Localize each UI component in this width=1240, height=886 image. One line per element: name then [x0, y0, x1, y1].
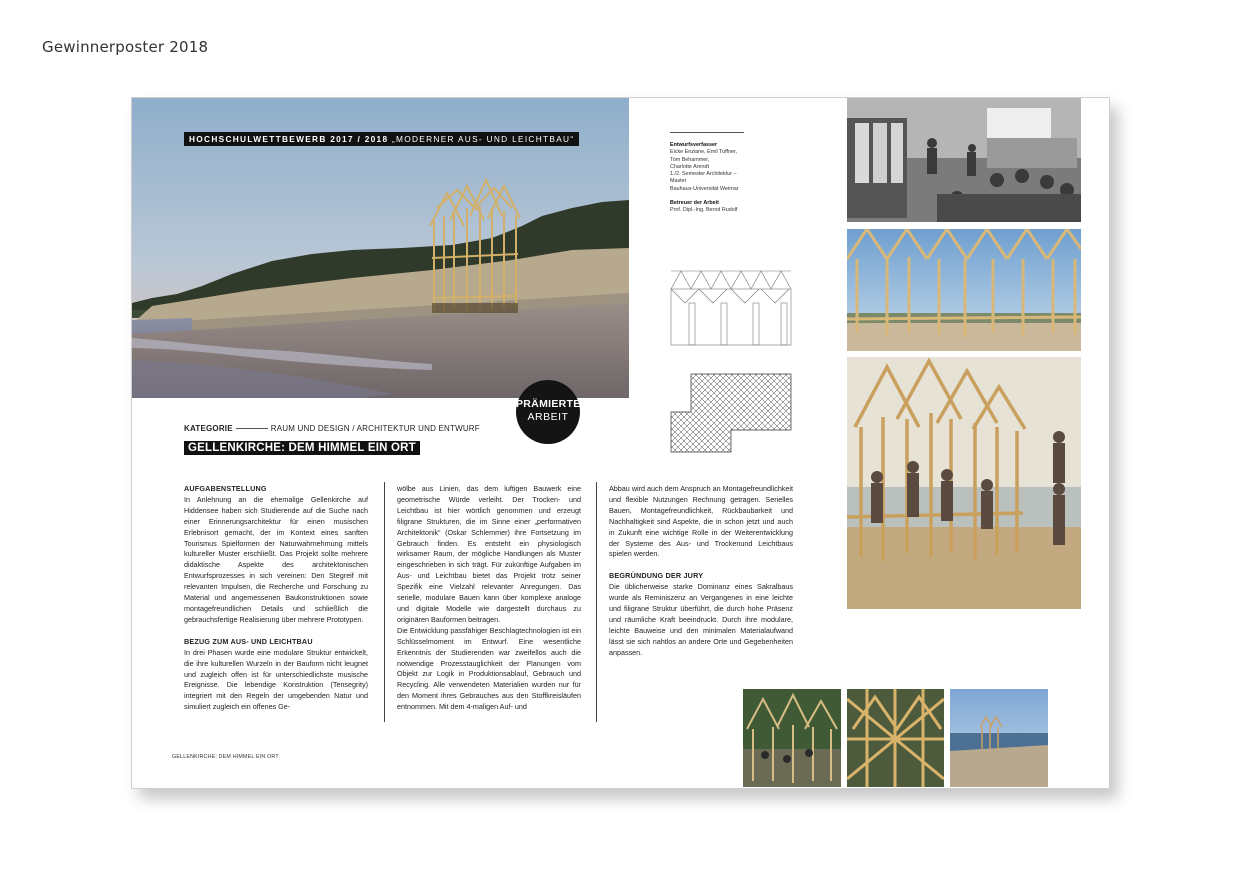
- paragraph: wölbe aus Linien, das dem luftigen Bauwerk eine geometrische Würde verleiht. Der Trocken- und Leichtbau ist hier wörtlich genommen und erzeugt filigrane Strukturen, die im Sinne einer „performativen Architektonik“ (Oskar Schlemmer) ihre Fortsetzung im Gebrauch finden. Es entsteht ein physiologisch wirksamer Raum, der mögliche Handlungen als Muster eingeschrieben in sich trägt. Für zukünftige Aufgaben im Aus- und Leichtbau bietet das Projekt trotz seiner Spezifik eine Vielzahl relevanter Anregungen. Das serielle, modulare Bauen kann über komplexe analoge und digitale Modelle wie dargestellt durchaus zu originären Bauformen beitragen.: [397, 484, 581, 624]
- badge-line-2: ARBEIT: [527, 411, 569, 423]
- credits-rule: [670, 132, 744, 133]
- photo-presentation: [847, 98, 1081, 222]
- author-line: Eicke Enziane, Emil Tuffner,: [670, 149, 738, 156]
- contest-label: HOCHSCHULWETTBEWERB 2017 / 2018 „MODERNER AUS- UND LEICHTBAU“: [184, 132, 579, 146]
- photo-performers-pavilion: [847, 357, 1081, 609]
- heading-jury: BEGRÜNDUNG DER JURY: [609, 571, 704, 581]
- supervisor-label: Betreuer der Arbeit: [670, 200, 719, 207]
- author-line: Bauhaus-Universität Weimar: [670, 185, 739, 192]
- text-column-1: [184, 484, 368, 713]
- photo-pavilion-sky: [847, 229, 1081, 351]
- author-line: Charlotte Arendt: [670, 163, 709, 170]
- text-column-2: [397, 484, 581, 713]
- category-value: RAUM UND DESIGN / ARCHITEKTUR UND ENTWURF: [270, 424, 480, 433]
- category-label: KATEGORIE: [184, 424, 233, 433]
- elevation-drawing: [669, 269, 793, 347]
- column-divider: [384, 482, 385, 722]
- article-title: GELLENKIRCHE: DEM HIMMEL EIN ORT: [184, 441, 420, 455]
- text-column-3: [609, 484, 793, 659]
- paragraph: In Anlehnung an die ehemalige Gellenkirche auf Hiddensee haben sich Studierende auf die Suche nach einer Erinnerungsarchitektur für einen musischen Erlebnisort gemacht, der im Kontext eines sanften Tourismus Spielformen der Naturwahrnehmung mittels kultureller Muster erschließt. Das Projekt sollte mehrere didaktische Aspekte des architektonischen Entwurfsprozesses in sich vereinen: Den Stegreif mit relevanten Impulsen, die Recherche und Forschung zu Material und angemessenen Baukonstruktionen sowie montagefreundlichen Details und schließlich die gebrauchsfertige Realisierung über mehrere Prototypen.: [184, 494, 368, 624]
- category-divider: [236, 428, 268, 429]
- badge-line-1: PRÄMIERTE: [516, 398, 581, 410]
- heading-aufgabenstellung: AUFGABENSTELLUNG: [184, 484, 267, 493]
- heading-bezug: BEZUG ZUM AUS- UND LEICHTBAU: [184, 636, 313, 646]
- credits-block: [670, 132, 750, 215]
- authors-label: Entwurfsverfasser: [670, 142, 718, 148]
- plan-drawing: [669, 372, 793, 454]
- author-line: Master: [670, 178, 687, 185]
- paragraph: Die üblicherweise starke Dominanz eines Sakralbaus wurde als Reminiszenz an Vergangenes in eine leichte und filigrane Struktur überführt, die durch hohe Präsenz und räumliche Kraft beeindruckt. Durch ihre modulare, leichte Bauweise und den minimalen Materialaufwand lässt sie sich nahtlos an andere Orte und Gegebenheiten anpassen.: [609, 582, 793, 657]
- page-footer: GELLENKIRCHE: DEM HIMMEL EIN ORT: [172, 754, 279, 760]
- supervisor-name: Prof. Dipl.-Ing. Bernd Rudolf: [670, 207, 738, 214]
- column-divider: [596, 482, 597, 722]
- photo-structure-detail: [847, 689, 944, 787]
- author-line: Tom Behammer,: [670, 156, 710, 163]
- paragraph: Die Entwicklung passfähiger Beschlagtechnologien ist ein Schlüsselmoment im Entwurf. Eine wesentliche Erkenntnis der Studierenden war zweifellos auch die notwendige Prozesstauglichkeit der Planungen vom Objekt zur Logik in Produktionsablauf, Gebrauch und Recycling. Alle verwendeten Materialien wurden nur für den Moment ihres Gebrauches aus den Stoffkreisläufen entnommen. Mit dem 4-maligen Auf- und: [397, 625, 581, 712]
- photo-pavilion-forest: [743, 689, 841, 787]
- awarded-badge: [516, 380, 580, 444]
- photo-beach-view: [950, 689, 1048, 787]
- page-header: Gewinnerposter 2018: [42, 38, 209, 56]
- paragraph: In drei Phasen wurde eine modulare Struktur entwickelt, die ihre kulturellen Wurzeln in der Bauform nicht leugnet und zugleich offen ist für unterschiedlichste musische Ereignisse. Die lebendige Konstruktion (Tensegrity) integriert mit den Regeln der umgebenden Natur und simuliert zugleich ein offenes Ge-: [184, 647, 368, 712]
- magazine-spread: [131, 97, 1110, 789]
- author-line: 1./2. Semester Architektur –: [670, 171, 737, 178]
- category-line: [184, 424, 480, 433]
- paragraph: Abbau wird auch dem Anspruch an Montagefreundlichkeit und flexible Nutzungen Rechnung getragen. Serielles Bauen, Montagefreundlichkeit, Rückbaubarkeit und Nachhaltigkeit sind Aspekte, die in schon jetzt und auch in Zukunft eine wichtige Rolle in der Weiterentwicklung der Systeme des Aus- und Trockenund Leichtbaus spielen werden.: [609, 484, 793, 559]
